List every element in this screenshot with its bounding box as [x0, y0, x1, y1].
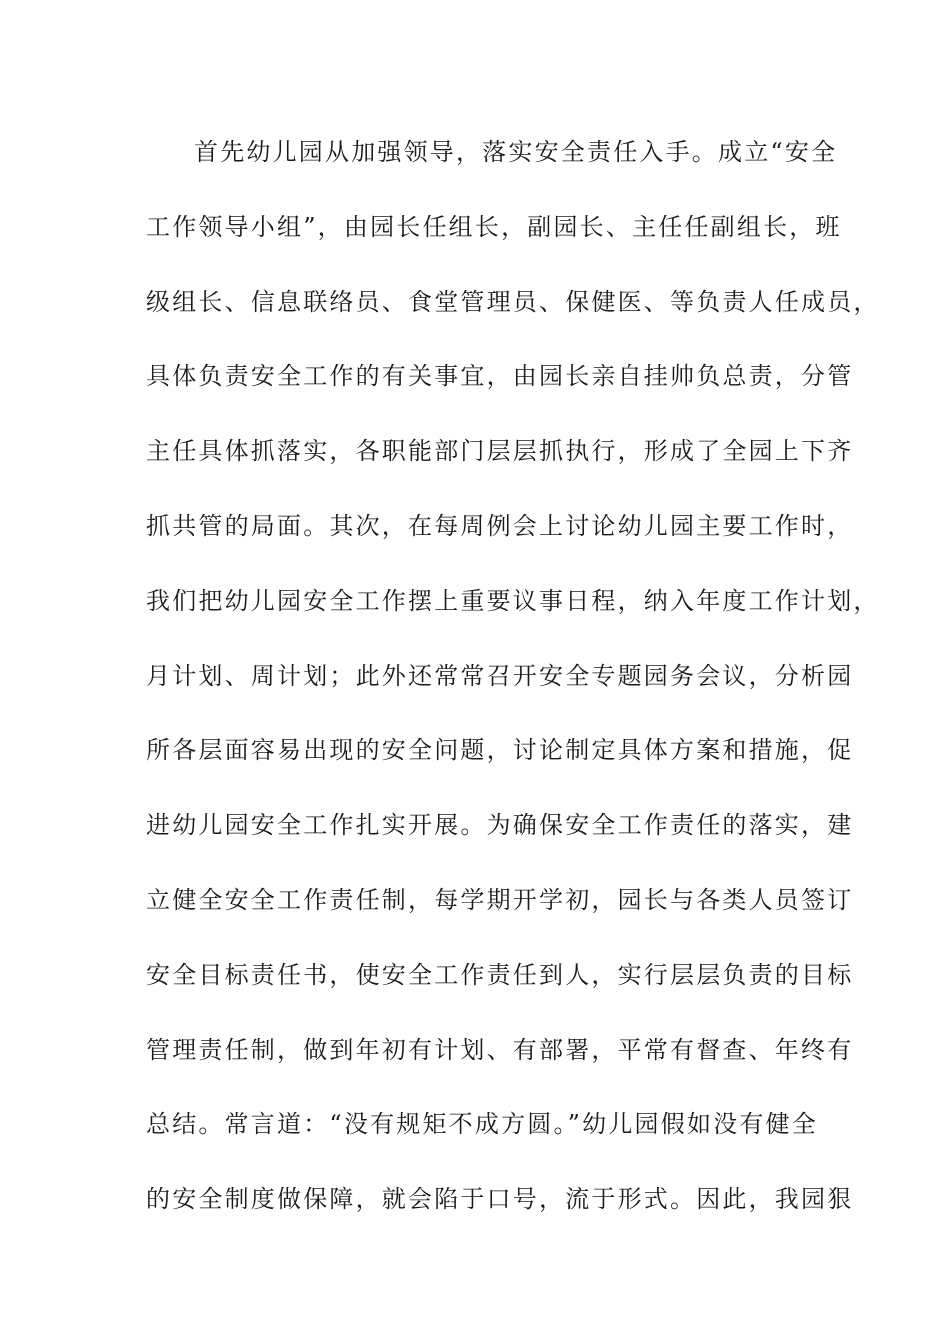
body-paragraph — [146, 132, 880, 1254]
paragraph-line-10: 进幼儿园安全工作扎实开展。为确保安全工作责任的落实，建 — [146, 811, 854, 840]
paragraph-line-5: 主任具体抓落实，各职能部门层层抓执行，形成了全园上下齐 — [146, 437, 854, 466]
paragraph-line-11: 立健全安全工作责任制，每学期开学初，园长与各类人员签订 — [146, 885, 854, 914]
paragraph-line-4: 具体负责安全工作的有关事宜，由园长亲自挂帅负总责，分管 — [146, 362, 854, 391]
paragraph-line-1: 首先幼儿园从加强领导，落实安全责任入手。成立“安全 — [194, 138, 838, 166]
paragraph-line-13: 管理责任制，做到年初有计划、有部署，平常有督查、年终有 — [146, 1035, 854, 1064]
paragraph-line-15: 的安全制度做保障，就会陷于口号，流于形式。因此，我园狠 — [146, 1185, 854, 1214]
paragraph-line-2: 工作领导小组”，由园长任组长，副园长、主任任副组长，班 — [146, 212, 842, 241]
paragraph-line-8: 月计划、周计划；此外还常常召开安全专题园务会议，分析园 — [146, 661, 854, 690]
paragraph-line-6: 抓共管的局面。其次，在每周例会上讨论幼儿园主要工作时， — [146, 511, 854, 540]
paragraph-line-3: 级组长、信息联络员、食堂管理员、保健医、等负责人任成员， — [146, 287, 880, 316]
paragraph-line-7: 我们把幼儿园安全工作摆上重要议事日程，纳入年度工作计划， — [146, 586, 880, 615]
paragraph-line-9: 所各层面容易出现的安全问题，讨论制定具体方案和措施，促 — [146, 736, 854, 765]
paragraph-line-12: 安全目标责任书，使安全工作责任到人，实行层层负责的目标 — [146, 960, 854, 989]
paragraph-line-14: 总结。常言道：“没有规矩不成方圆。”幼儿园假如没有健全 — [146, 1110, 818, 1139]
